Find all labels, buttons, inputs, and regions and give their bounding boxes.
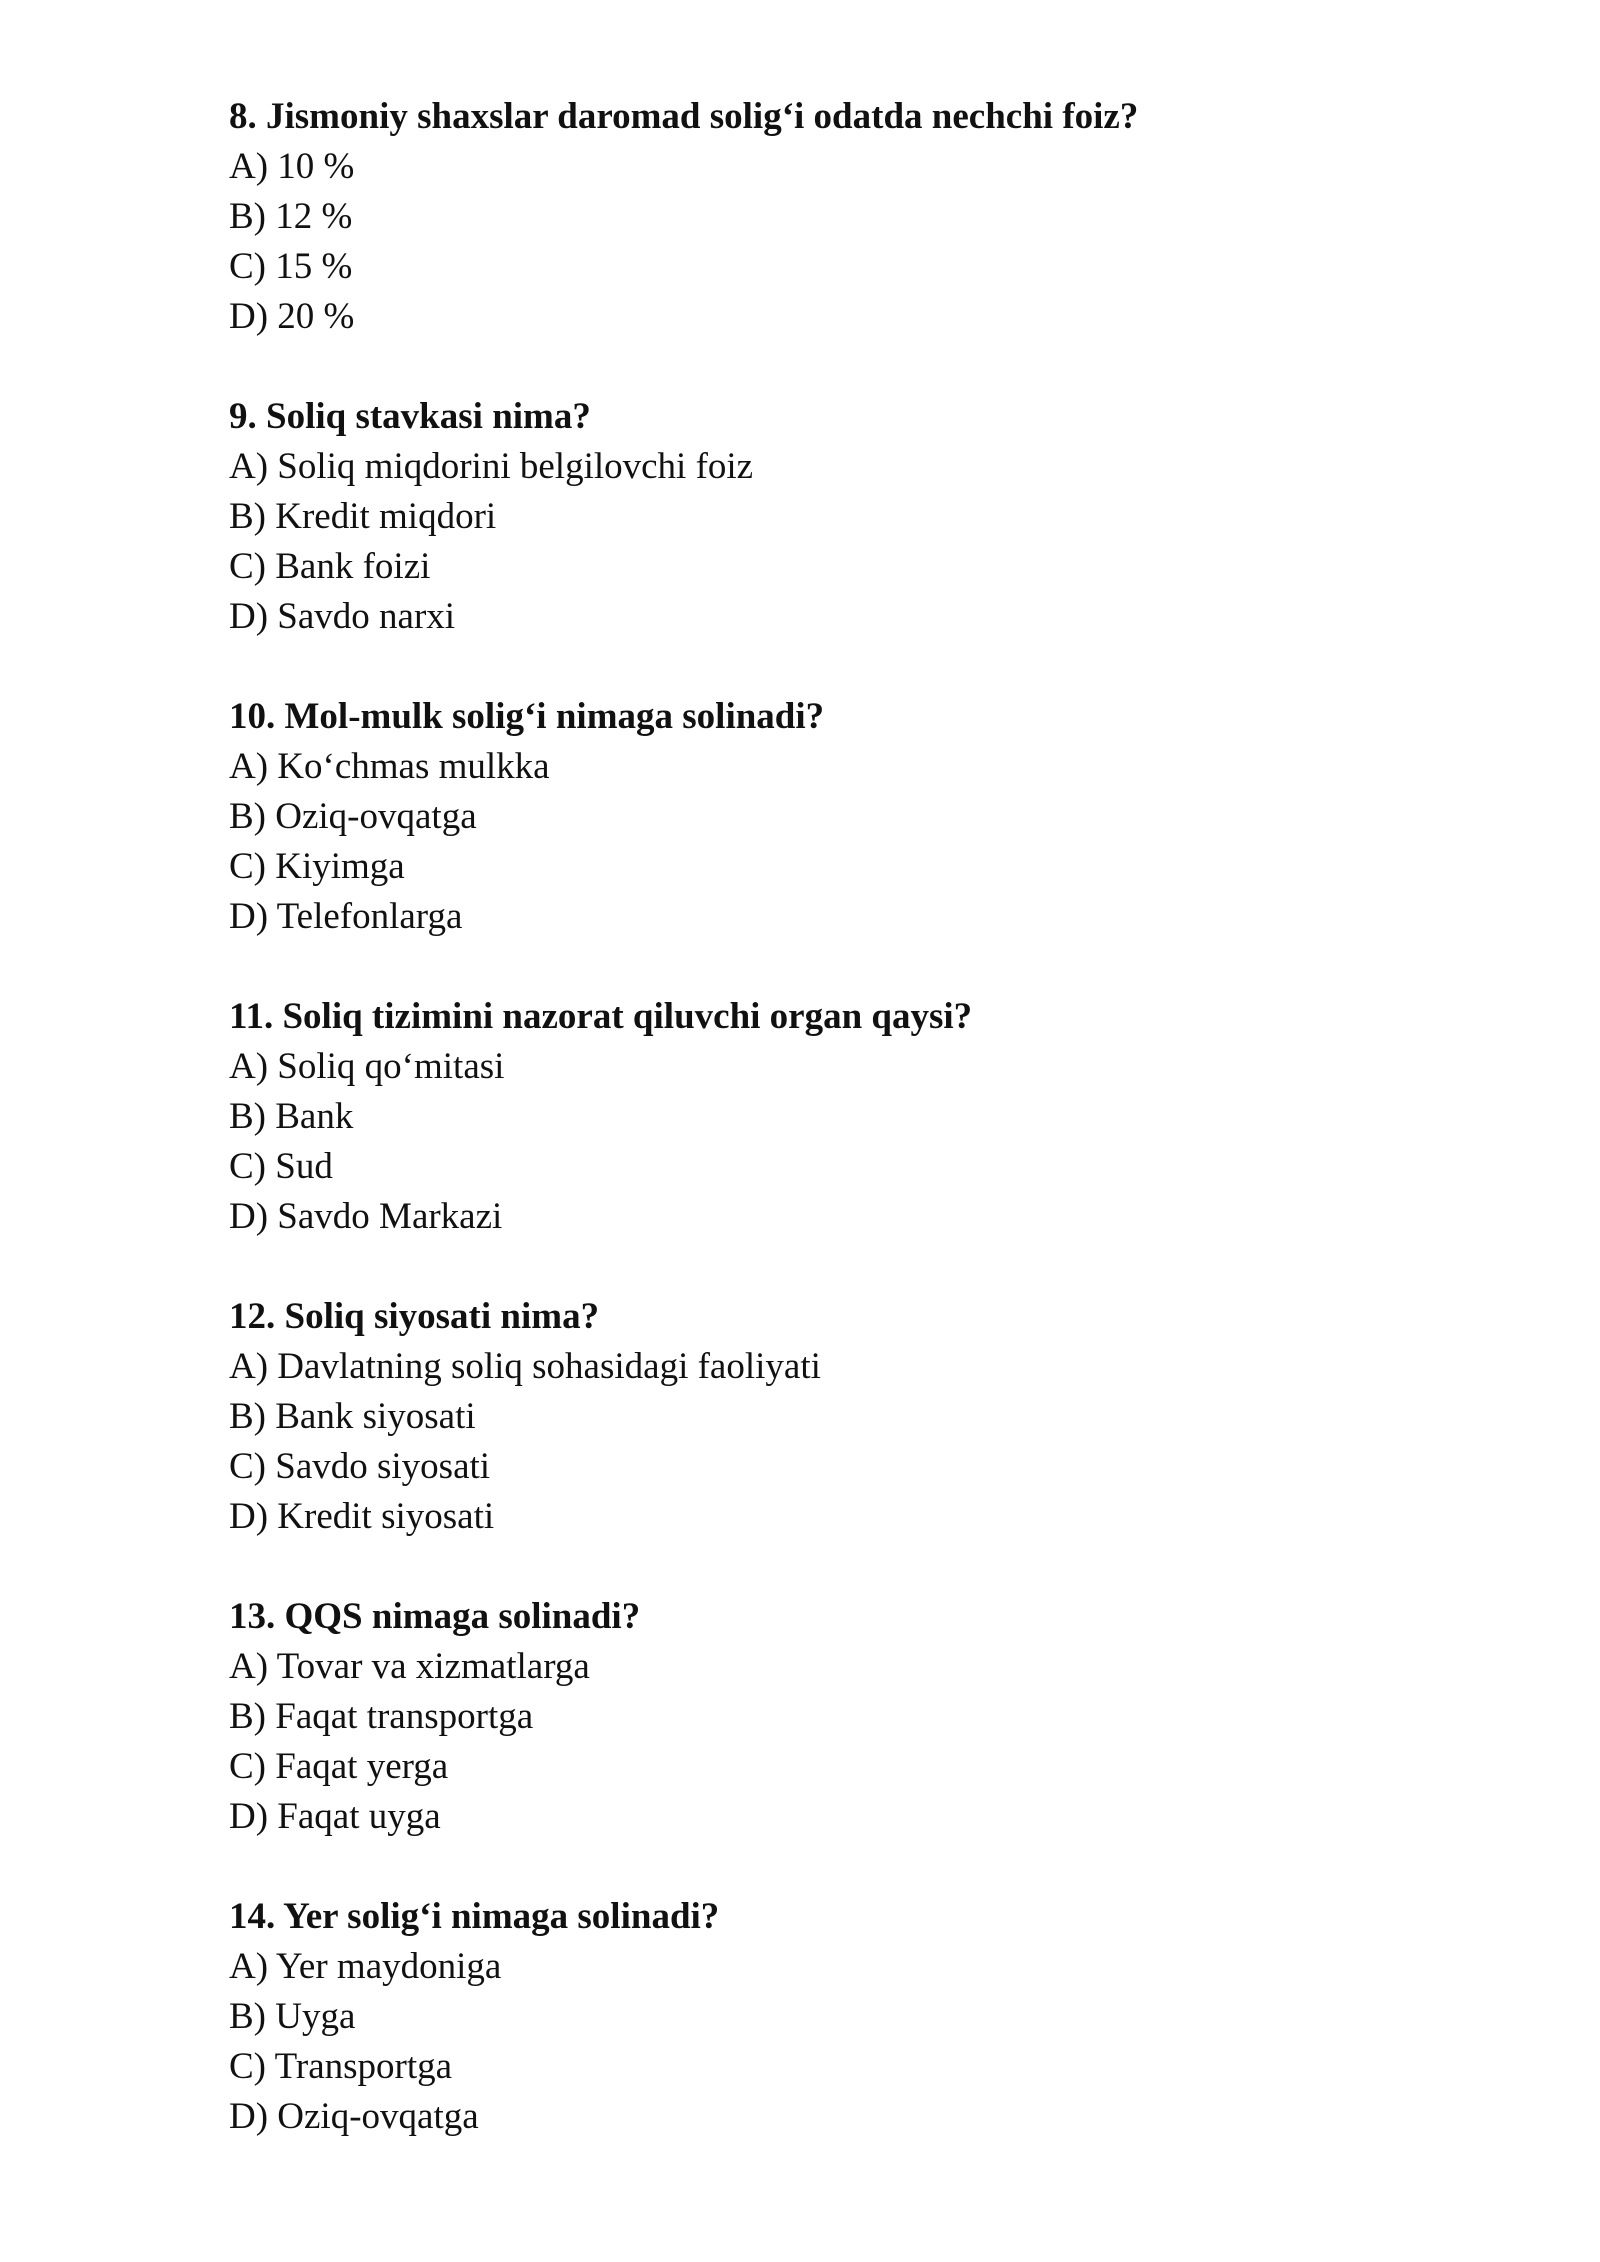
option-b: B) 12 % bbox=[229, 196, 353, 237]
option-d: D) Oziq-ovqatga bbox=[229, 2096, 479, 2137]
question-block-10 bbox=[229, 692, 1479, 942]
option-d: D) Savdo narxi bbox=[229, 596, 456, 637]
question-heading: 12. Soliq siyosati nima? bbox=[229, 1296, 600, 1337]
question-heading: 8. Jismoniy shaxslar daromad solig‘i odatda nechchi foiz? bbox=[229, 96, 1139, 137]
option-b: B) Oziq-ovqatga bbox=[229, 796, 477, 837]
option-c: C) Savdo siyosati bbox=[229, 1446, 491, 1487]
option-b: B) Bank siyosati bbox=[229, 1396, 476, 1437]
question-block-8 bbox=[229, 92, 1479, 342]
question-block-14 bbox=[229, 1892, 1479, 2142]
option-a: A) Soliq qo‘mitasi bbox=[229, 1046, 505, 1087]
question-list bbox=[229, 92, 1479, 2192]
option-a: A) Ko‘chmas mulkka bbox=[229, 746, 550, 787]
option-d: D) 20 % bbox=[229, 296, 355, 337]
question-block-13 bbox=[229, 1592, 1479, 1842]
option-b: B) Faqat transportga bbox=[229, 1696, 534, 1737]
question-heading: 14. Yer solig‘i nimaga solinadi? bbox=[229, 1896, 720, 1937]
option-c: C) Faqat yerga bbox=[229, 1746, 449, 1787]
option-a: A) 10 % bbox=[229, 146, 355, 187]
option-c: C) Transportga bbox=[229, 2046, 453, 2087]
option-d: D) Savdo Markazi bbox=[229, 1196, 503, 1237]
question-block-11 bbox=[229, 992, 1479, 1242]
option-c: C) Sud bbox=[229, 1146, 333, 1187]
option-c: C) 15 % bbox=[229, 246, 353, 287]
question-heading: 10. Mol-mulk solig‘i nimaga solinadi? bbox=[229, 696, 825, 737]
question-heading: 13. QQS nimaga solinadi? bbox=[229, 1596, 641, 1637]
option-c: C) Bank foizi bbox=[229, 546, 431, 587]
option-b: B) Uyga bbox=[229, 1996, 356, 2037]
question-heading: 9. Soliq stavkasi nima? bbox=[229, 396, 591, 437]
option-d: D) Telefonlarga bbox=[229, 896, 463, 937]
question-block-12 bbox=[229, 1292, 1479, 1542]
option-c: C) Kiyimga bbox=[229, 846, 405, 887]
option-a: A) Tovar va xizmatlarga bbox=[229, 1646, 590, 1687]
option-a: A) Soliq miqdorini belgilovchi foiz bbox=[229, 446, 754, 487]
option-d: D) Kredit siyosati bbox=[229, 1496, 495, 1537]
option-a: A) Yer maydoniga bbox=[229, 1946, 502, 1987]
option-b: B) Kredit miqdori bbox=[229, 496, 497, 537]
option-b: B) Bank bbox=[229, 1096, 354, 1137]
option-a: A) Davlatning soliq sohasidagi faoliyati bbox=[229, 1346, 821, 1387]
question-block-9 bbox=[229, 392, 1479, 642]
question-heading: 11. Soliq tizimini nazorat qiluvchi organ qaysi? bbox=[229, 996, 973, 1037]
option-d: D) Faqat uyga bbox=[229, 1796, 441, 1837]
